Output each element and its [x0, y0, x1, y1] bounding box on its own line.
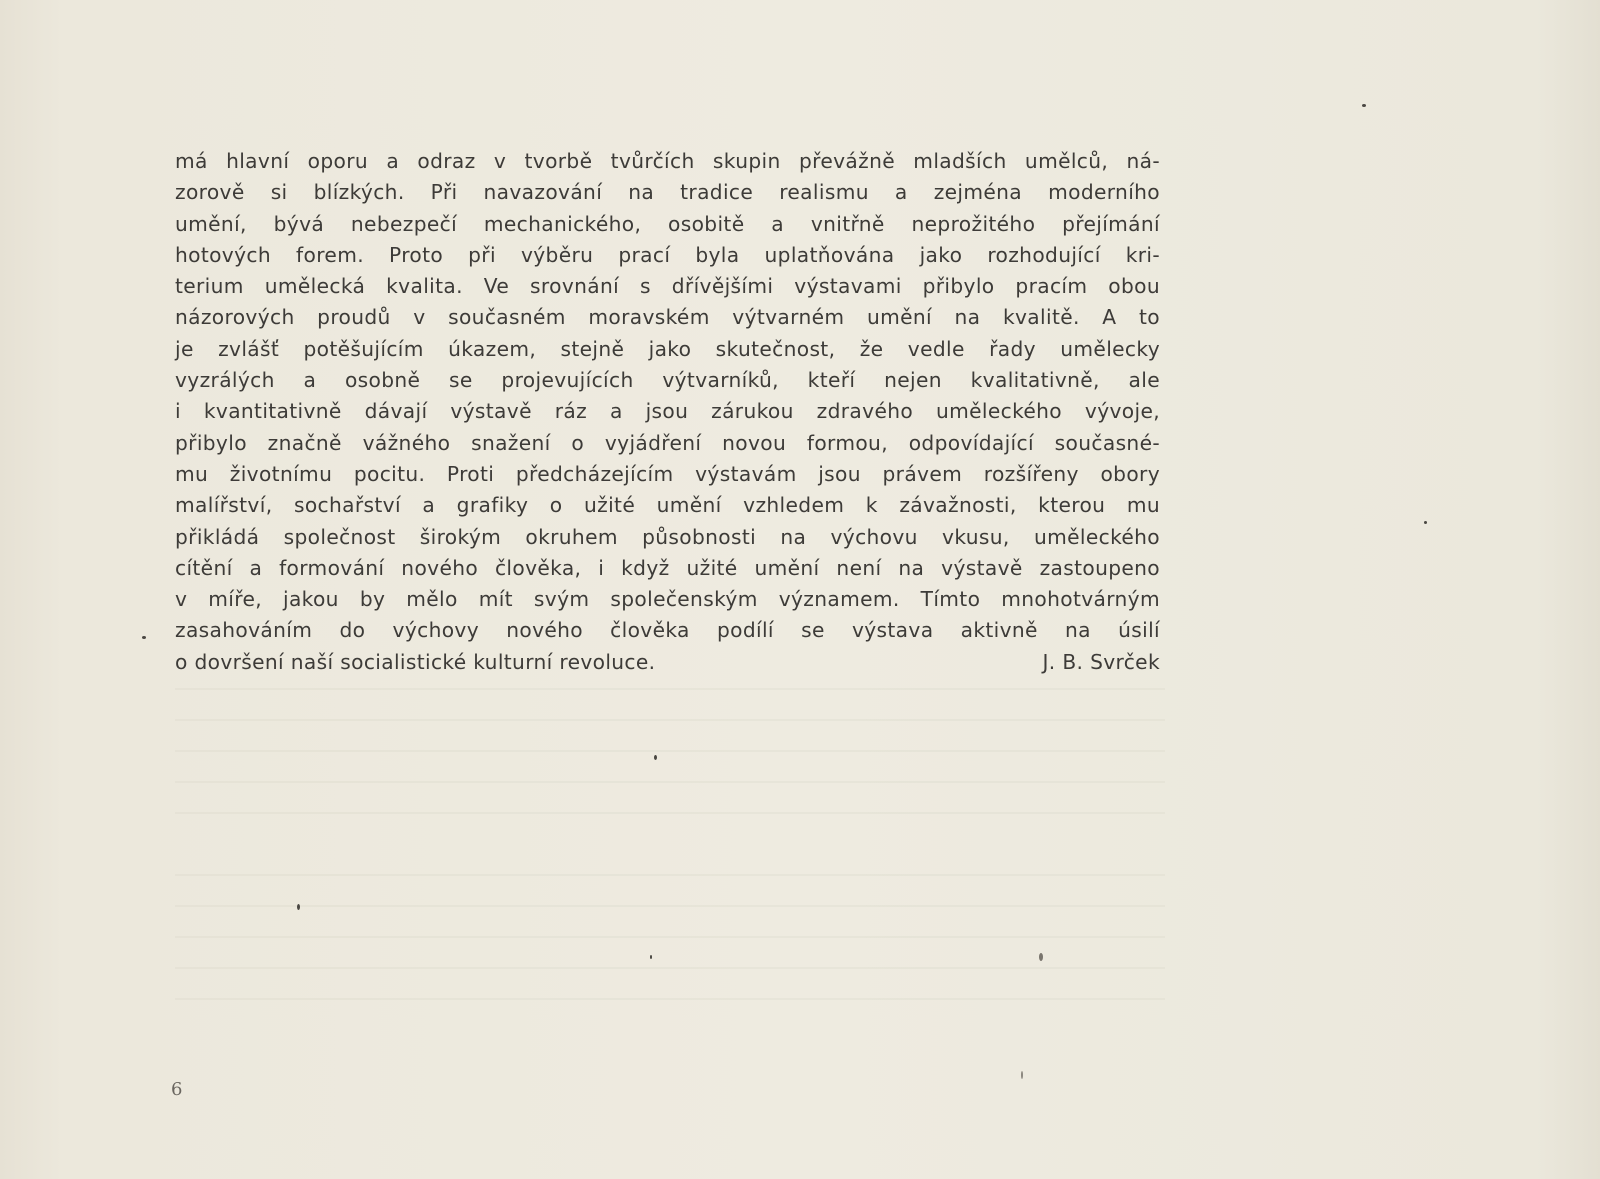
paper-speck: [1362, 104, 1366, 107]
bleed-through-line: [175, 719, 1165, 721]
paragraph-line: mu životnímu pocitu. Proti předcházejícím výstavám jsou právem rozšířeny obory: [175, 461, 1160, 486]
paragraph-line: terium umělecká kvalita. Ve srovnání s dřívějšími výstavami přibylo pracím obou: [175, 274, 1160, 299]
paragraph-line: přibylo značně vážného snažení o vyjádření novou formou, odpovídající současné-: [175, 430, 1160, 455]
paragraph-line: malířství, sochařství a grafiky o užité umění vzhledem k závažnosti, kterou mu: [175, 493, 1160, 518]
paper-speck: [654, 755, 657, 760]
bleed-through-line: [175, 750, 1165, 752]
paragraph-line: přikládá společnost širokým okruhem působnosti na výchovu vkusu, uměleckého: [175, 524, 1160, 549]
page-number: 6: [171, 1079, 183, 1100]
paper-speck: [1424, 521, 1427, 524]
bleed-through-line: [175, 998, 1165, 1000]
paragraph-line: cítění a formování nového člověka, i když užité umění není na výstavě zastoupeno: [175, 555, 1160, 580]
body-paragraph: [175, 146, 1160, 678]
paragraph-line: hotových forem. Proto při výběru prací byla uplatňována jako rozhodující kri-: [175, 242, 1160, 267]
paragraph-line: zasahováním do výchovy nového člověka podílí se výstava aktivně na úsilí: [175, 618, 1160, 643]
paragraph-line: názorových proudů v současném moravském výtvarném umění na kvalitě. A to: [175, 305, 1160, 330]
paper-speck: [297, 904, 300, 910]
bleed-through-line: [175, 812, 1165, 814]
bleed-through-line: [175, 688, 1165, 690]
bleed-through-line: [175, 781, 1165, 783]
paragraph-last-line: [175, 647, 1160, 678]
paragraph-line: i kvantitativně dávají výstavě ráz a jsou zárukou zdravého uměleckého vývoje,: [175, 399, 1160, 424]
paragraph-line: v míře, jakou by mělo mít svým společenským významem. Tímto mnohotvárným: [175, 587, 1160, 612]
paper-speck: [650, 955, 652, 959]
paragraph-line: zorově si blízkých. Při navazování na tradice realismu a zejména moderního: [175, 180, 1160, 205]
bleed-through-line: [175, 936, 1165, 938]
bleed-through-line: [175, 874, 1165, 876]
paper-speck: [142, 636, 146, 639]
paragraph-line: je zvlášť potěšujícím úkazem, stejně jako skutečnost, že vedle řady umělecky: [175, 336, 1160, 361]
paragraph-line: má hlavní oporu a odraz v tvorbě tvůrčích skupin převážně mladších umělců, ná-: [175, 149, 1160, 173]
paragraph-line: umění, bývá nebezpečí mechanického, osobitě a vnitřně neprožitého přejímání: [175, 211, 1160, 236]
author-signature: J. B. Svrček: [1042, 649, 1160, 674]
paper-speck: [1039, 953, 1043, 961]
paragraph-line: vyzrálých a osobně se projevujících výtvarníků, kteří nejen kvalitativně, ale: [175, 368, 1160, 393]
last-line-text: o dovršení naší socialistické kulturní revoluce.: [175, 649, 656, 674]
bleed-through-line: [175, 905, 1165, 907]
paper-speck: [1021, 1071, 1023, 1079]
bleed-through-line: [175, 967, 1165, 969]
